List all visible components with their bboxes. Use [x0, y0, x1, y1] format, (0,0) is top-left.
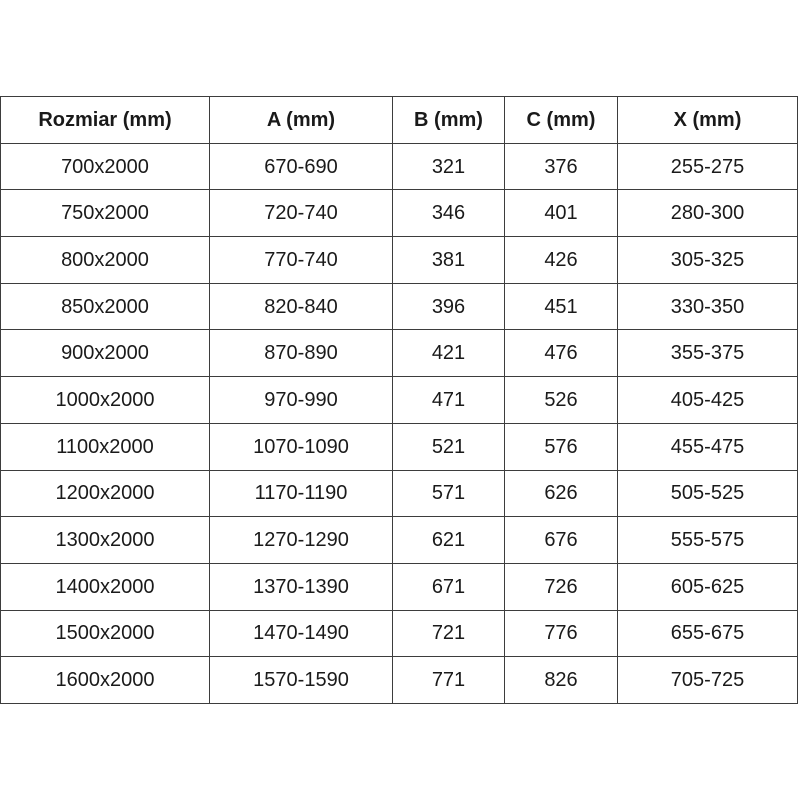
cell-x: 330-350 [618, 283, 798, 330]
cell-rozmiar: 1200x2000 [1, 470, 210, 517]
column-header-rozmiar: Rozmiar (mm) [1, 97, 210, 144]
cell-rozmiar: 1600x2000 [1, 657, 210, 704]
cell-c: 826 [505, 657, 618, 704]
cell-x: 405-425 [618, 377, 798, 424]
cell-b: 421 [393, 330, 505, 377]
cell-rozmiar: 1000x2000 [1, 377, 210, 424]
cell-x: 605-625 [618, 563, 798, 610]
cell-rozmiar: 1500x2000 [1, 610, 210, 657]
cell-x: 555-575 [618, 517, 798, 564]
table-row [1, 470, 798, 517]
cell-x: 655-675 [618, 610, 798, 657]
cell-a: 820-840 [210, 283, 393, 330]
table-row [1, 237, 798, 284]
cell-a: 1370-1390 [210, 563, 393, 610]
column-header-b: B (mm) [393, 97, 505, 144]
cell-x: 505-525 [618, 470, 798, 517]
cell-b: 771 [393, 657, 505, 704]
cell-b: 671 [393, 563, 505, 610]
cell-c: 451 [505, 283, 618, 330]
column-header-x: X (mm) [618, 97, 798, 144]
column-header-a: A (mm) [210, 97, 393, 144]
cell-a: 1070-1090 [210, 423, 393, 470]
cell-rozmiar: 850x2000 [1, 283, 210, 330]
cell-c: 626 [505, 470, 618, 517]
table-header [1, 97, 798, 144]
cell-a: 670-690 [210, 143, 393, 190]
cell-b: 346 [393, 190, 505, 237]
cell-x: 280-300 [618, 190, 798, 237]
cell-b: 321 [393, 143, 505, 190]
cell-c: 576 [505, 423, 618, 470]
cell-rozmiar: 1400x2000 [1, 563, 210, 610]
cell-b: 571 [393, 470, 505, 517]
cell-rozmiar: 700x2000 [1, 143, 210, 190]
cell-rozmiar: 800x2000 [1, 237, 210, 284]
table-row [1, 190, 798, 237]
cell-b: 721 [393, 610, 505, 657]
cell-b: 471 [393, 377, 505, 424]
table-row [1, 377, 798, 424]
cell-a: 1270-1290 [210, 517, 393, 564]
cell-x: 455-475 [618, 423, 798, 470]
cell-rozmiar: 750x2000 [1, 190, 210, 237]
cell-x: 705-725 [618, 657, 798, 704]
cell-a: 770-740 [210, 237, 393, 284]
table-row [1, 610, 798, 657]
cell-c: 776 [505, 610, 618, 657]
column-header-c: C (mm) [505, 97, 618, 144]
cell-a: 970-990 [210, 377, 393, 424]
header-row [1, 97, 798, 144]
table-row [1, 143, 798, 190]
table-row [1, 330, 798, 377]
table-body [1, 143, 798, 703]
table-row [1, 283, 798, 330]
cell-a: 1170-1190 [210, 470, 393, 517]
cell-x: 355-375 [618, 330, 798, 377]
cell-rozmiar: 900x2000 [1, 330, 210, 377]
table-row [1, 423, 798, 470]
cell-b: 381 [393, 237, 505, 284]
cell-b: 621 [393, 517, 505, 564]
table-row [1, 563, 798, 610]
table-row [1, 657, 798, 704]
cell-c: 476 [505, 330, 618, 377]
cell-a: 1470-1490 [210, 610, 393, 657]
cell-a: 1570-1590 [210, 657, 393, 704]
cell-c: 401 [505, 190, 618, 237]
cell-x: 255-275 [618, 143, 798, 190]
table-row [1, 517, 798, 564]
cell-rozmiar: 1100x2000 [1, 423, 210, 470]
cell-b: 521 [393, 423, 505, 470]
size-spec-table [0, 96, 798, 704]
cell-c: 676 [505, 517, 618, 564]
cell-c: 426 [505, 237, 618, 284]
cell-a: 720-740 [210, 190, 393, 237]
cell-c: 526 [505, 377, 618, 424]
cell-b: 396 [393, 283, 505, 330]
cell-x: 305-325 [618, 237, 798, 284]
cell-a: 870-890 [210, 330, 393, 377]
cell-c: 376 [505, 143, 618, 190]
cell-rozmiar: 1300x2000 [1, 517, 210, 564]
cell-c: 726 [505, 563, 618, 610]
